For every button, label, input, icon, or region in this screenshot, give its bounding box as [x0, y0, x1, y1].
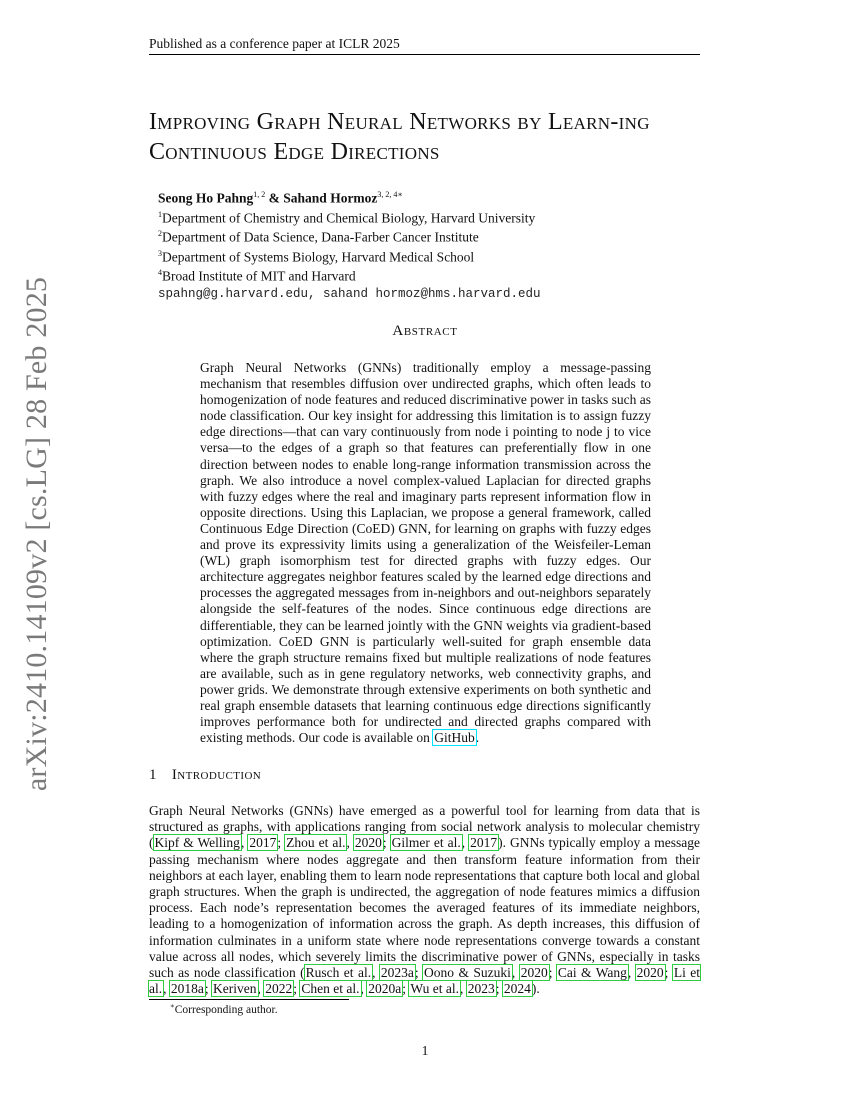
author-emails[interactable]: spahng@g.harvard.edu, sahand hormoz@hms.harvard.edu	[158, 286, 541, 301]
section-title: Introduction	[171, 767, 262, 783]
footnote	[170, 1002, 278, 1016]
github-link[interactable]: GitHub	[434, 730, 475, 746]
citation-link[interactable]: Li et al.	[149, 965, 700, 997]
arxiv-identifier	[8, 276, 66, 792]
citation-link[interactable]: Chen et al.	[301, 981, 360, 997]
abstract-body: Graph Neural Networks (GNNs) traditionally employ a message-passing mechanism that resembles diffusion over undirected graphs, which often leads to homogenization of node features and reduced discriminative power in tasks such as node classification. Our key insight for addressing this limitation is to assign fuzzy edge directions—that can vary continuously from node i pointing to node j to vice versa—to the edges of a graph so that features can preferentially flow in one direction between nodes to enable long-range information transmission across the graph. We also introduce a novel complex-valued Laplacian for directed graphs with fuzzy edges where the real and imaginary parts represent information flow in opposite directions. Using this Laplacian, we propose a general framework, called Continuous Edge Direction (CoED) GNN, for learning on graphs with fuzzy edges and prove its expressivity limits using a generalization of the Weisfeiler-Leman (WL) graph isomorphism test for directed graphs with fuzzy edges. Our architecture aggregates neighbor features scaled by the learned edge directions and processes the aggregated messages from in-neighbors and out-neighbors separately alongside the self-features of the nodes. Since continuous edge directions are differentiable, they can be learned jointly with the GNN weights via gradient-based optimization. CoED GNN is particularly well-suited for graph ensemble data where the graph structure remains fixed but multiple realizations of node features are available, such as in gene regulatory networks, web connectivity graphs, and power grids. We demonstrate through extensive experiments on both synthetic and real graph ensemble datasets that learning continuous edge directions significantly improves performance both for undirected and directed graphs compared with existing methods. Our code is available on GitHub.	[200, 360, 651, 746]
section-heading-introduction	[149, 767, 261, 784]
page-number: 1	[421, 1043, 429, 1058]
section-number: 1	[149, 767, 157, 783]
citation-link[interactable]: 2022	[265, 981, 293, 997]
citation-link[interactable]: 2020	[354, 835, 382, 851]
author-and: &	[265, 190, 284, 206]
running-header: Published as a conference paper at ICLR 2025	[149, 36, 400, 51]
author-2-affil: 3, 2, 4∗	[377, 190, 403, 199]
citation-link[interactable]: 2017	[249, 835, 277, 851]
citation-link[interactable]: Zhou et al.	[286, 835, 346, 851]
citation-link[interactable]: Cai & Wang	[557, 965, 627, 981]
footnote-mark: ∗	[170, 1002, 175, 1010]
author-2: Sahand Hormoz	[283, 190, 378, 206]
citation-link[interactable]: Kipf & Welling	[154, 835, 240, 851]
affiliation-2: $^2$Department of Data Science, Dana-Farber Cancer Institute	[158, 229, 479, 245]
paper-title: Improving Graph Neural Networks by Learn-ing Continuous Edge Directions	[149, 109, 650, 165]
affiliation-1: $^1$Department of Chemistry and Chemical Biology, Harvard University	[158, 209, 536, 225]
footnote-text: Corresponding author.	[174, 1003, 278, 1016]
author-names	[158, 187, 698, 207]
citation-link[interactable]: Oono & Suzuki	[424, 965, 511, 981]
citation-link[interactable]: 2023a	[380, 965, 414, 981]
citation-link[interactable]: Wu et al.	[410, 981, 459, 997]
footnote-rule	[149, 999, 349, 1000]
citation-link[interactable]: 2018a	[170, 981, 204, 997]
citation-link[interactable]: 2017	[470, 835, 498, 851]
citation-link[interactable]: 2020	[520, 965, 548, 981]
citation-link[interactable]: Gilmer et al.	[391, 835, 461, 851]
affiliation-3: $^3$Department of Systems Biology, Harvard Medical School	[158, 248, 475, 264]
introduction-paragraph: Graph Neural Networks (GNNs) have emerged as a powerful tool for learning from data that is structured as graphs, with applications ranging from social network analysis to molecular chemistry (Kipf & Welling, 2017; Zhou et al., 2020; Gilmer et al., 2017). GNNs typically employ a message passing mechanism where nodes aggregate and then transform feature information from their neighbors at each layer, enabling them to learn node representations that capture both local and global graph structures. When the graph is undirected, the aggregation of node features mimics a diffusion process. Each node’s representation becomes the averaged features of its immediate neighbors, leading to a homogenization of information across the graph. As depth increases, this diffusion of information culminates in a uniform state where node representations converge towards a constant value across all nodes, which severely limits the discriminative power of GNNs, especially in tasks such as node classification (Rusch et al., 2023a; Oono & Suzuki, 2020; Cai & Wang, 2020; Li et al., 2018a; Keriven, 2022; Chen et al., 2020a; Wu et al., 2023; 2024).	[149, 803, 701, 997]
citation-link[interactable]: Rusch et al.	[305, 965, 372, 981]
citation-link[interactable]: 2023	[467, 981, 495, 997]
citation-link[interactable]: Keriven	[213, 981, 257, 997]
header-rule	[149, 54, 700, 55]
abstract-heading: Abstract	[392, 323, 458, 339]
citation-link[interactable]: 2020	[636, 965, 664, 981]
abstract-text: Graph Neural Networks (GNNs) traditionally employ a message-passing mechanism that resembles diffusion over undirected graphs, which often leads to homogenization of node features and reduced discriminative power in tasks such as node classification. Our key insight for addressing this limitation is to assign fuzzy edge directions—that can vary continuously from node i pointing to node j to vice versa—to the edges of a graph so that features can preferentially flow in one direction between nodes to enable long-range information transmission across the graph. We also introduce a novel complex-valued Laplacian for directed graphs with fuzzy edges where the real and imaginary parts represent information flow in opposite directions. Using this Laplacian, we propose a general framework, called Continuous Edge Direction (CoED) GNN, for learning on graphs with fuzzy edges and prove its expressivity limits using a generalization of the Weisfeiler-Leman (WL) graph isomorphism test for directed graphs with fuzzy edges. Our architecture aggregates neighbor features scaled by the learned edge directions and processes the aggregated messages from in-neighbors and out-neighbors separately alongside the self-features of the nodes. Since continuous edge directions are differentiable, they can be learned jointly with the GNN weights via gradient-based optimization. CoED GNN is particularly well-suited for graph ensemble data where the graph structure remains fixed but multiple realizations of node features are available, such as in gene regulatory networks, web connectivity graphs, and power grids. We demonstrate through extensive experiments on both synthetic and real graph ensemble datasets that learning continuous edge directions significantly improves performance both for undirected and directed graphs compared with existing methods. Our code is available on	[200, 360, 651, 746]
author-block	[158, 187, 698, 302]
affiliation-4: $^4$Broad Institute of MIT and Harvard	[158, 268, 356, 284]
arxiv-identifier-text: arXiv:2410.14109v2 [cs.LG] 28 Feb 2025	[20, 276, 53, 792]
citation-link[interactable]: 2024	[503, 981, 531, 997]
citation-link[interactable]: 2020a	[368, 981, 402, 997]
author-1-affil: 1, 2	[253, 190, 266, 199]
author-1: Seong Ho Pahng	[158, 190, 254, 206]
